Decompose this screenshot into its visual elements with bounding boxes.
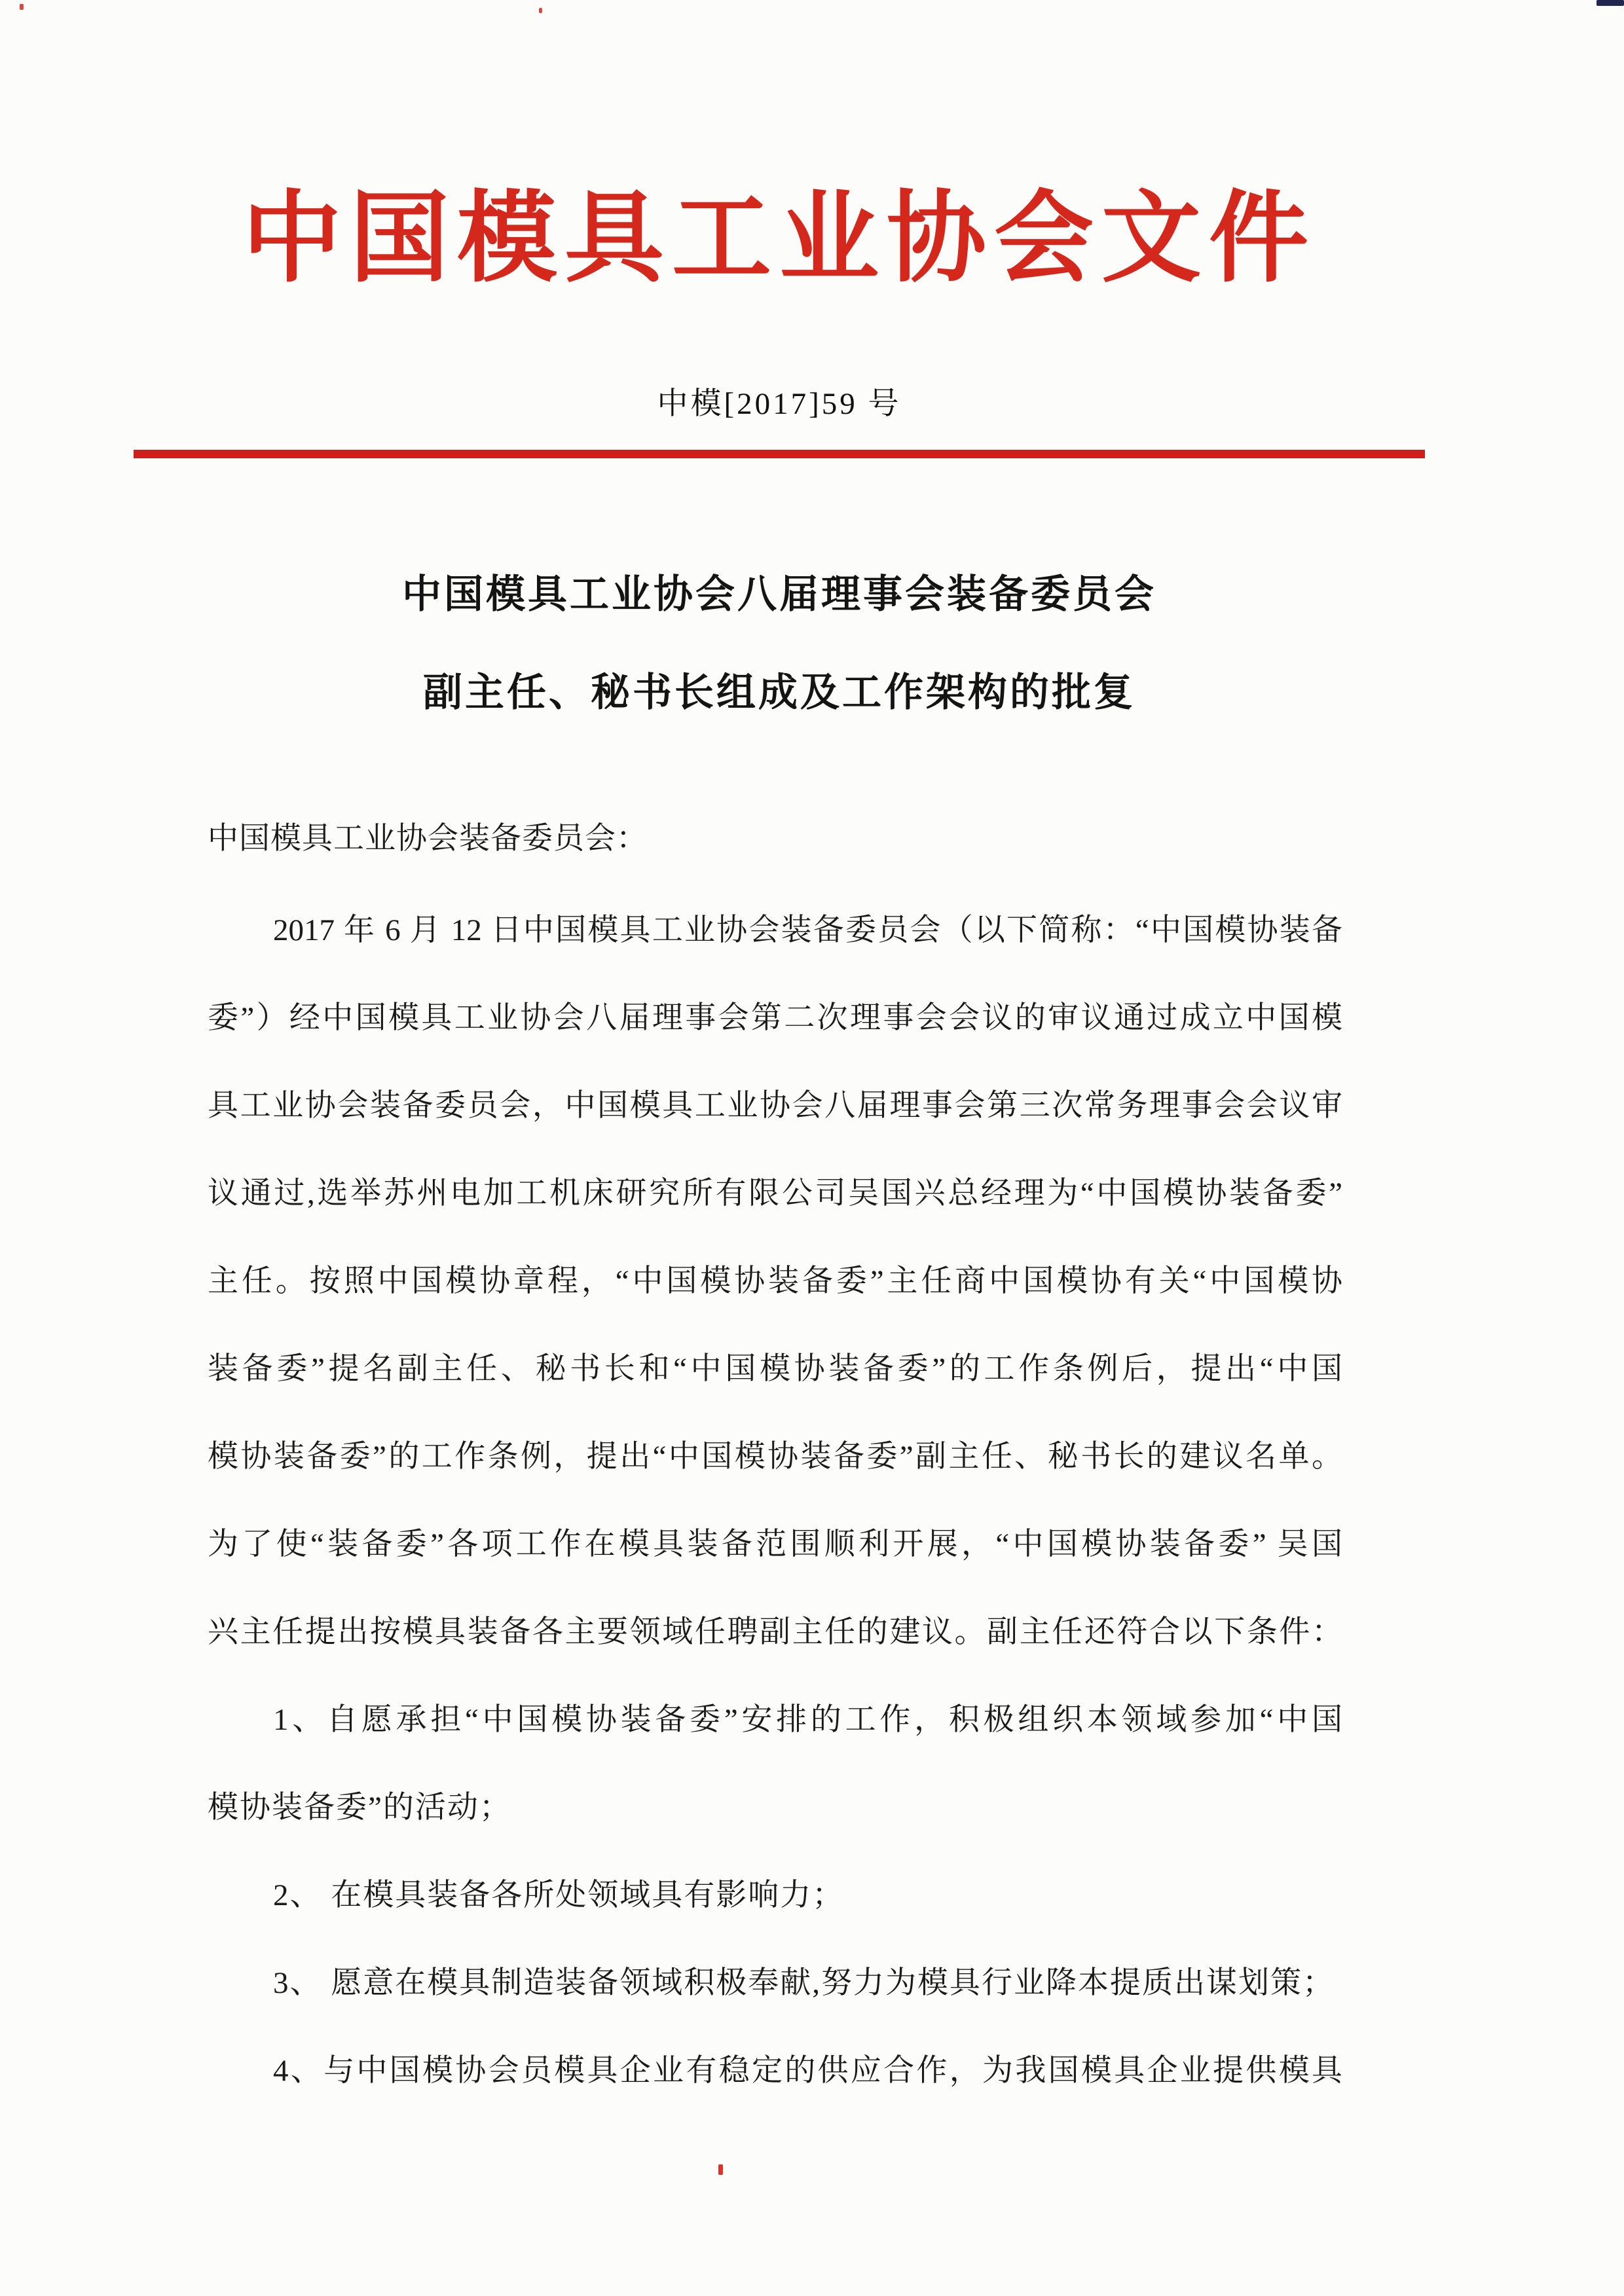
body-line: 委”）经中国模具工业协会八届理事会第二次理事会会议的审议通过成立中国模: [208, 1001, 1342, 1035]
letterhead-red-rule: [134, 450, 1425, 458]
body-line: 主任。按照中国模协章程，“中国模协装备委”主任商中国模协有关“中国模协: [208, 1264, 1342, 1298]
body-line: 3、 愿意在模具制造装备领域积极奉献,努力为模具行业降本提质出谋划策；: [273, 1966, 1335, 2000]
document-title-line1: 中国模具工业协会八届理事会装备委员会: [402, 572, 1156, 616]
body-line: 具工业协会装备委员会，中国模具工业协会八届理事会第三次常务理事会会议审: [208, 1089, 1342, 1123]
document-title-line2: 副主任、秘书长组成及工作架构的批复: [423, 670, 1135, 714]
body-line: 模协装备委”的工作条例，提出“中国模协装备委”副主任、秘书长的建议名单。: [208, 1440, 1342, 1474]
body-line: 装备委”提名副主任、秘书长和“中国模协装备委”的工作条例后，提出“中国: [208, 1352, 1342, 1386]
body-line: 2017 年 6 月 12 日中国模具工业协会装备委员会（以下简称：“中国模协装备: [273, 913, 1342, 947]
body-line: 1、自愿承担“中国模协装备委”安排的工作，积极组织本领域参加“中国: [273, 1703, 1342, 1737]
body-line: 议通过,选举苏州电加工机床研究所有限公司吴国兴总经理为“中国模协装备委”: [208, 1176, 1342, 1211]
body-line: 模协装备委”的活动；: [208, 1791, 511, 1825]
scan-artifact: [539, 8, 542, 13]
scan-artifact: [20, 4, 24, 10]
body-line: 2、 在模具装备各所处领域具有影响力；: [273, 1878, 845, 1912]
letterhead-org-title: 中国模具工业协会文件: [242, 184, 1316, 294]
body-line: 兴主任提出按模具装备各主要领域任聘副主任的建议。副主任还符合以下条件：: [208, 1615, 1342, 1649]
body-line: 4、与中国模协会员模具企业有稳定的供应合作，为我国模具企业提供模具: [273, 2054, 1342, 2088]
document-number: 中模[2017]59 号: [657, 387, 902, 421]
body-line: 为了使“装备委”各项工作在模具装备范围顺利开展，“中国模协装备委” 吴国: [208, 1527, 1342, 1561]
scan-artifact: [718, 2164, 723, 2175]
salutation: 中国模具工业协会装备委员会：: [208, 822, 648, 856]
scan-artifact: [1596, 0, 1624, 6]
